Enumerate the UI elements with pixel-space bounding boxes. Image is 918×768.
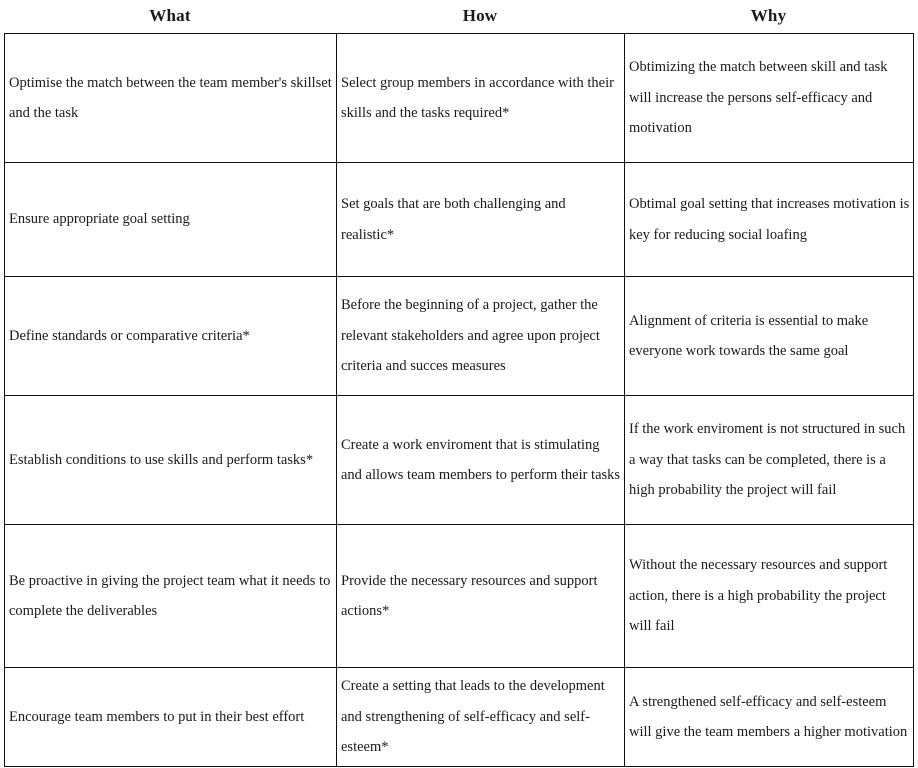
header-how: How <box>462 6 498 25</box>
table-row <box>5 34 914 163</box>
table-row <box>5 163 914 277</box>
table-row <box>5 277 914 396</box>
header-why: Why <box>750 6 787 25</box>
table-header <box>4 0 913 33</box>
cell-how: Select group members in accordance with their skills and the tasks required* <box>337 34 625 163</box>
cell-what: Encourage team members to put in their best effort <box>5 668 337 767</box>
header-what: What <box>149 6 191 25</box>
table-row <box>5 668 914 767</box>
table-row <box>5 396 914 525</box>
cell-how: Set goals that are both challenging and realistic* <box>337 163 625 277</box>
cell-why: Alignment of criteria is essential to make everyone work towards the same goal <box>625 277 914 396</box>
cell-why: Without the necessary resources and support action, there is a high probability the project will fail <box>625 525 914 668</box>
cell-how: Before the beginning of a project, gather the relevant stakeholders and agree upon project criteria and succes measures <box>337 277 625 396</box>
table-row <box>5 525 914 668</box>
cell-how: Provide the necessary resources and support actions* <box>337 525 625 668</box>
cell-what: Be proactive in giving the project team what it needs to complete the deliverables <box>5 525 337 668</box>
what-how-why-table <box>4 33 914 767</box>
cell-why: If the work enviroment is not structured in such a way that tasks can be completed, there is a high probability the project will fail <box>625 396 914 525</box>
cell-what: Define standards or comparative criteria* <box>5 277 337 396</box>
cell-what: Establish conditions to use skills and perform tasks* <box>5 396 337 525</box>
cell-why: Obtimal goal setting that increases motivation is key for reducing social loafing <box>625 163 914 277</box>
cell-why: A strengthened self-efficacy and self-esteem will give the team members a higher motivation <box>625 668 914 767</box>
cell-how: Create a work enviroment that is stimulating and allows team members to perform their tasks <box>337 396 625 525</box>
cell-why: Obtimizing the match between skill and task will increase the persons self-efficacy and motivation <box>625 34 914 163</box>
cell-what: Optimise the match between the team member's skillset and the task <box>5 34 337 163</box>
cell-how: Create a setting that leads to the development and strengthening of self-efficacy and self-esteem* <box>337 668 625 767</box>
cell-what: Ensure appropriate goal setting <box>5 163 337 277</box>
